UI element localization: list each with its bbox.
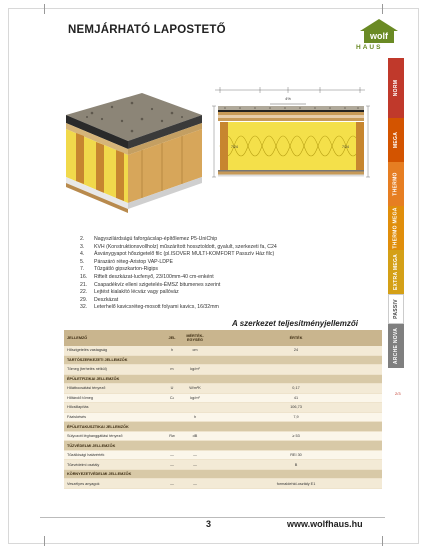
table-cell: — — [180, 460, 210, 470]
table-row — [64, 393, 382, 403]
table-row — [64, 403, 382, 413]
layer-item: 29. Deszkázat — [80, 296, 119, 303]
table-cell: Hőcsillapítás — [64, 403, 164, 413]
logo-text: HAUS — [356, 44, 383, 51]
table-row — [64, 450, 382, 460]
table-cell: — — [164, 450, 180, 460]
layer-list — [80, 236, 277, 312]
table-cell — [164, 403, 180, 413]
table-cell: h — [164, 346, 180, 355]
tab-mega[interactable]: MEGA — [388, 118, 404, 162]
tab-thermo[interactable]: THERMO — [388, 162, 404, 206]
page-number: 3 — [206, 519, 212, 529]
table-cell: 7,9 — [210, 412, 382, 422]
table-row — [64, 364, 382, 374]
group-label: ÉPÜLETFIZIKAI JELLEMZŐK — [64, 374, 382, 383]
group-label: TARTÓSZERKEZETI JELLEMZŐK — [64, 355, 382, 364]
table-row — [64, 460, 382, 470]
roof-3d-illustration — [62, 85, 207, 225]
table-row — [64, 412, 382, 422]
table-cell: — — [180, 450, 210, 460]
layer-item: 32. Leterhelő kavicsréteg-mosott folyami kavics, 16/32mm — [80, 304, 219, 311]
layer-item: 3. KVH (Konstruktionsvollholz) műszárított hossztoldott, gyalult, szerkezeti fa, C24 — [80, 243, 277, 250]
crop-mark — [34, 4, 45, 14]
table-cell: 41 — [210, 393, 382, 403]
table-cell — [180, 403, 210, 413]
table-cell: formaldehid-osztály E1 — [210, 479, 382, 489]
table-cell: — — [164, 460, 180, 470]
page-title: NEMJÁRHATÓ LAPOSTETŐ — [68, 24, 226, 36]
table-row — [64, 383, 382, 393]
table-cell: m — [164, 364, 180, 374]
table-cell: ≥ 53 — [210, 431, 382, 441]
table-cell: — — [164, 479, 180, 489]
tab-norm[interactable]: NORM — [388, 58, 404, 118]
table-cell: B — [210, 460, 382, 470]
table-cell: h — [180, 412, 210, 422]
table-cell — [210, 364, 382, 374]
table-cell: Fáziskésés — [64, 412, 164, 422]
table-cell: W/m²K — [180, 383, 210, 393]
side-note: 2/3 — [395, 391, 401, 396]
table-title: A szerkezet teljesítményjellemzői — [232, 319, 358, 328]
table-cell: kg/m² — [180, 364, 210, 374]
table-cell: Tűzállósági határérték — [64, 450, 164, 460]
table-cell: — — [180, 479, 210, 489]
table-cell: 0,17 — [210, 383, 382, 393]
slope-label: 4% — [285, 96, 291, 101]
layer-item: 5. Párazáró réteg-Aristop VAP-LDPE — [80, 258, 173, 265]
drawing-label-left: 7/24 — [231, 145, 238, 149]
group-label: KÖRNYEZETVÉDELMI JELLEMZŐK — [64, 469, 382, 478]
table-cell: 106,73 — [210, 403, 382, 413]
table-cell: Súlyozott léghanggátlási tényező — [64, 431, 164, 441]
table-cell — [164, 412, 180, 422]
performance-table — [64, 330, 382, 489]
table-cell: U — [164, 383, 180, 393]
table-cell: REI 30 — [210, 450, 382, 460]
layer-item: 22. Lejtést kialakító lécváz vagy pallóváz — [80, 289, 179, 296]
table-cell: 24 — [210, 346, 382, 355]
col-header: ÉRTÉK — [210, 330, 382, 346]
table-cell: Veszélyes anyagok — [64, 479, 164, 489]
table-group-header — [64, 422, 382, 431]
tab-thermo-mega[interactable]: THERMO MEGA — [388, 206, 404, 250]
crop-mark — [382, 4, 393, 14]
col-header: JELLEMZŐ — [64, 330, 164, 346]
roof-section-drawing — [210, 82, 370, 212]
table-cell: Rw — [164, 431, 180, 441]
table-row — [64, 346, 382, 355]
table-group-header — [64, 469, 382, 478]
tab-passiv[interactable]: PASSIV — [388, 294, 404, 324]
table-cell: Tűzvédelmi osztály — [64, 460, 164, 470]
website-link[interactable]: www.wolfhaus.hu — [287, 519, 363, 529]
table-cell: Hőszigetelés vastagság — [64, 346, 164, 355]
crop-mark — [34, 536, 45, 546]
drawing-label-right: 7/24 — [342, 145, 349, 149]
table-cell: Tömeg (terhelés nélkül) — [64, 364, 164, 374]
table-row — [64, 479, 382, 489]
tab-arche-nova[interactable]: ARCHE NOVA — [388, 324, 404, 368]
table-group-header — [64, 441, 382, 450]
crop-mark — [382, 536, 393, 546]
table-group-header — [64, 374, 382, 383]
layer-item: 4. Ásványgyapot hőszigetelő filc (pl.ISOVER MULTI-KOMFORT Passzív Ház filc) — [80, 251, 275, 258]
layer-item: 21. Csapadékvíz elleni szigetelés-ÉMSZ bitumenes szerint — [80, 281, 221, 288]
group-label: TŰZVÉDELMI JELLEMZŐK — [64, 441, 382, 450]
table-cell: Cₙ — [164, 393, 180, 403]
table-row — [64, 431, 382, 441]
table-cell: Hőátbocsátási tényező — [64, 383, 164, 393]
footer-divider — [40, 517, 385, 518]
table-cell: cm — [180, 346, 210, 355]
product-sidebar — [388, 58, 404, 368]
tab-extra-mega[interactable]: EXTRA MEGA — [388, 250, 404, 294]
col-header: MÉRTÉK-EGYSÉG — [180, 330, 210, 346]
table-group-header — [64, 355, 382, 364]
col-header: JEL — [164, 330, 180, 346]
table-cell: kg/m² — [180, 393, 210, 403]
layer-item: 16. Riftelt deszkázat-lucfenyő, 23/100mm-40 cm-enként — [80, 273, 214, 280]
layer-item: 2. Nagyszilárdságú faforgácslap-építőlemez P5-UniChip — [80, 236, 218, 242]
group-label: ÉPÜLETAKUSZTIKAI JELLEMZŐK — [64, 422, 382, 431]
layer-item: 7. Tűzgátló gipszkarton-Rigips — [80, 266, 159, 273]
table-cell: Hőtárolő tömeg — [64, 393, 164, 403]
svg-text:wolf: wolf — [370, 31, 388, 41]
table-cell: dB — [180, 431, 210, 441]
